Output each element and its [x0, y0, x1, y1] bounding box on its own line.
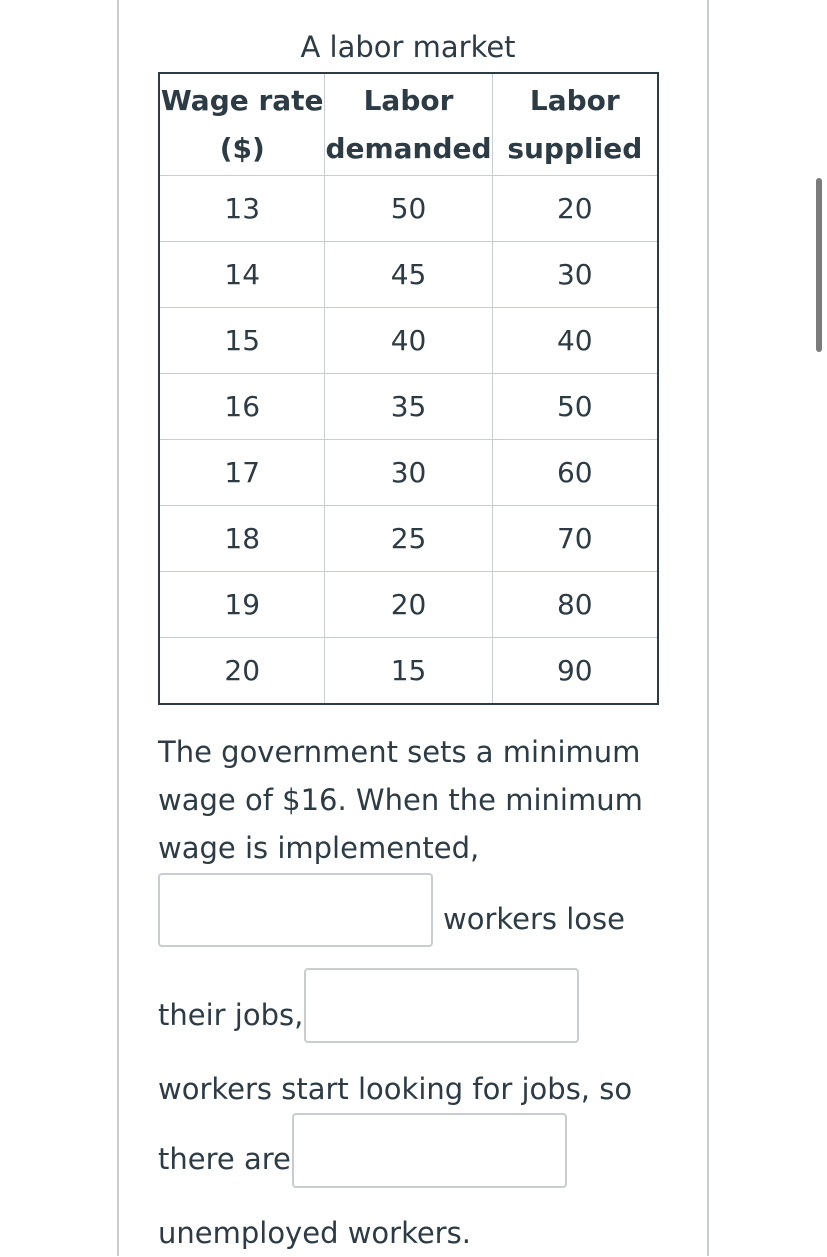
- cell-wage-rate: 19: [159, 572, 325, 638]
- table-row: [159, 176, 658, 242]
- cell-labor-demanded: 50: [325, 176, 492, 242]
- cell-labor-demanded: 35: [325, 374, 492, 440]
- cell-labor-supplied: 30: [492, 242, 658, 308]
- cell-wage-rate: 16: [159, 374, 325, 440]
- cell-labor-supplied: 80: [492, 572, 658, 638]
- table-row: [159, 308, 658, 374]
- question-prompt: [158, 728, 658, 872]
- header-labor-supplied-line2: supplied: [507, 131, 643, 165]
- header-labor-demanded-line2: demanded: [325, 131, 492, 165]
- text-workers-start-looking: workers start looking for jobs, so: [158, 1072, 633, 1106]
- cell-wage-rate: 14: [159, 242, 325, 308]
- prompt-line: wage of $16. When the minimum: [158, 783, 643, 817]
- header-labor-demanded-line1: Labor: [363, 83, 454, 117]
- labor-market-table: [158, 72, 659, 705]
- cell-labor-demanded: 40: [325, 308, 492, 374]
- cell-wage-rate: 18: [159, 506, 325, 572]
- cell-labor-supplied: 50: [492, 374, 658, 440]
- blank-workers-lose-jobs-input[interactable]: [158, 873, 433, 947]
- blank-unemployed-input[interactable]: [292, 1113, 567, 1188]
- header-wage-rate: [159, 73, 325, 176]
- table-row: [159, 242, 658, 308]
- header-labor-supplied-line1: Labor: [529, 83, 620, 117]
- text-their-jobs: their jobs,: [158, 998, 304, 1032]
- cell-wage-rate: 15: [159, 308, 325, 374]
- cell-labor-demanded: 20: [325, 572, 492, 638]
- cell-labor-demanded: 30: [325, 440, 492, 506]
- header-labor-demanded: [325, 73, 492, 176]
- table-caption: A labor market: [300, 30, 516, 64]
- table-header-row: [159, 73, 658, 176]
- text-workers-lose: workers lose: [443, 902, 625, 936]
- table-row: [159, 440, 658, 506]
- table-row: [159, 506, 658, 572]
- cell-labor-supplied: 70: [492, 506, 658, 572]
- cell-labor-supplied: 60: [492, 440, 658, 506]
- cell-wage-rate: 13: [159, 176, 325, 242]
- cell-labor-supplied: 90: [556, 654, 593, 687]
- cell-wage-rate: 17: [159, 440, 325, 506]
- blank-workers-looking-input[interactable]: [304, 968, 579, 1043]
- table-row: [159, 572, 658, 638]
- header-labor-supplied: [492, 73, 658, 176]
- cell-wage-rate: 20: [159, 638, 325, 705]
- header-wage-rate-line1: Wage rate: [160, 83, 324, 117]
- text-unemployed-workers: unemployed workers.: [158, 1216, 471, 1250]
- cell-labor-demanded: 25: [325, 506, 492, 572]
- table-row: [159, 374, 658, 440]
- table-row: [159, 638, 658, 705]
- prompt-line: The government sets a minimum: [158, 735, 641, 769]
- prompt-line: wage is implemented,: [158, 831, 480, 865]
- cell-labor-demanded: 45: [325, 242, 492, 308]
- cell-labor-supplied: 20: [492, 176, 658, 242]
- header-wage-rate-line2: ($): [219, 131, 265, 165]
- cell-labor-demanded: 15: [325, 638, 492, 705]
- scrollbar-thumb[interactable]: [816, 178, 822, 352]
- text-there-are: there are: [158, 1142, 291, 1176]
- cell-labor-supplied: 40: [492, 308, 658, 374]
